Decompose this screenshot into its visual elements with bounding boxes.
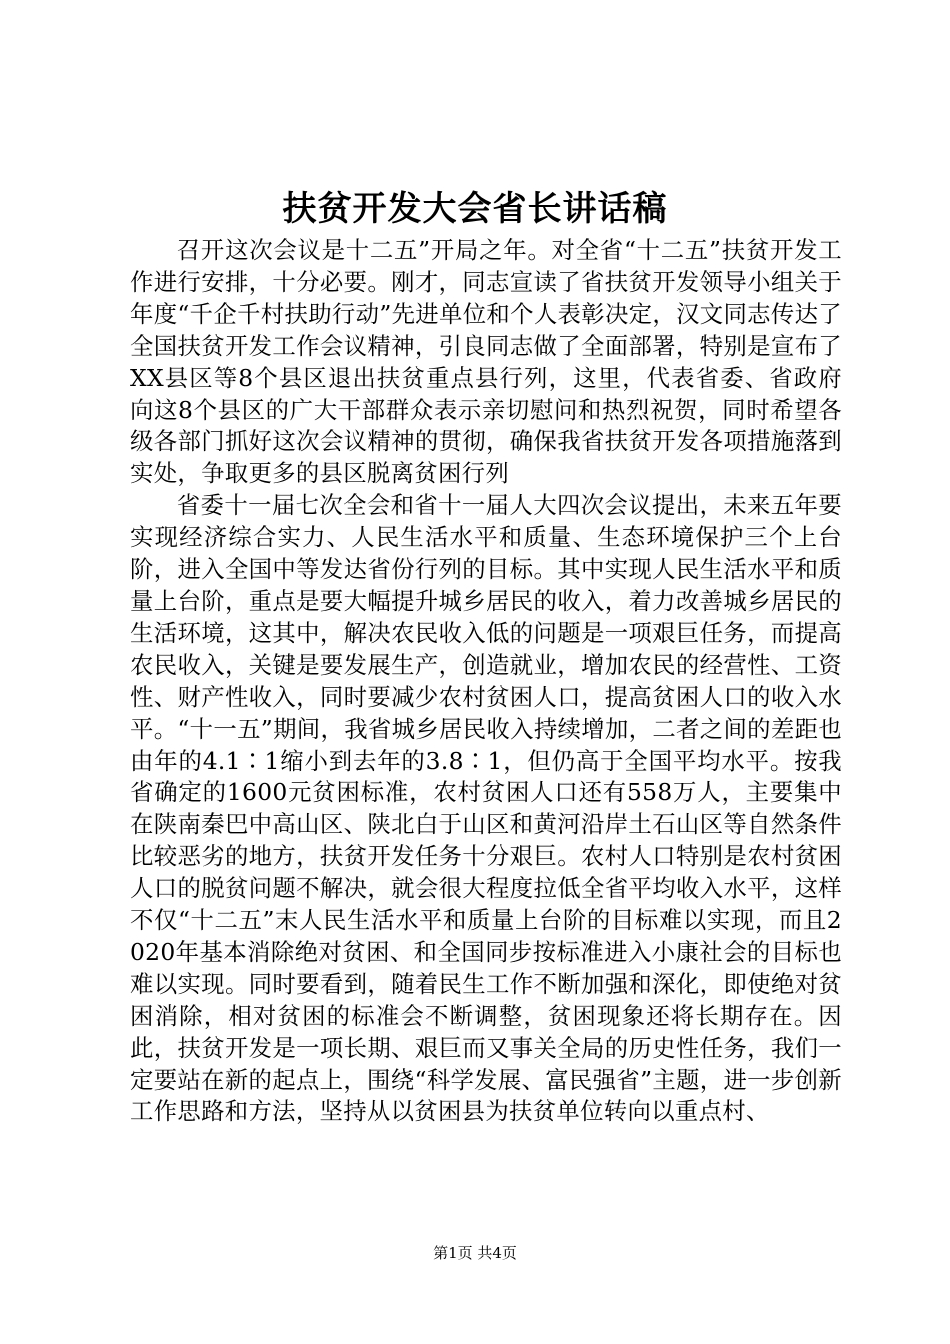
paragraph: 召开这次会议是十二五”开局之年。对全省“十二五”扶贫开发工作进行安排，十分必要。刚才，同志宣读了省扶贫开发领导小组关于年度“千企千村扶助行动”先进单位和个人表彰决定，汉文同志传达了全国扶贫开发工作会议精神，引良同志做了全面部署，特别是宣布了XX县区等8个县区退出扶贫重点县行列，这里，代表省委、省政府向这8个县区的广大干部群众表示亲切慰问和热烈祝贺，同时希望各级各部门抓好这次会议精神的贯彻，确保我省扶贫开发各项措施落到实处，争取更多的县区脱离贫困行列 (130, 236, 842, 488)
paragraph: 省委十一届七次全会和省十一届人大四次会议提出，未来五年要实现经济综合实力、人民生活水平和质量、生态环境保护三个上台阶，进入全国中等发达省份行列的目标。其中实现人民生活水平和质量上台阶，重点是要大幅提升城乡居民的收入，着力改善城乡居民的生活环境，这其中，解决农民收入低的问题是一项艰巨任务，而提高农民收入，关键是要发展生产，创造就业，增加农民的经营性、工资性、财产性收入，同时要减少农村贫困人口，提高贫困人口的收入水平。“十一五”期间，我省城乡居民收入持续增加，二者之间的差距也由年的4.1∶1缩小到去年的3.8∶1，但仍高于全国平均水平。按我省确定的1600元贫困标准，农村贫困人口还有558万人，主要集中在陕南秦巴中高山区、陕北白于山区和黄河沿岸土石山区等自然条件比较恶劣的地方，扶贫开发任务十分艰巨。农村人口特别是农村贫困人口的脱贫问题不解决，就会很大程度拉低全省平均收入水平，这样不仅“十二五”末人民生活水平和质量上台阶的目标难以实现，而且2020年基本消除绝对贫困、和全国同步按标准进入小康社会的目标也难以实现。同时要看到，随着民生工作不断加强和深化，即使绝对贫困消除，相对贫困的标准会不断调整，贫困现象还将长期存在。因此，扶贫开发是一项长期、艰巨而又事关全局的历史性任务，我们一定要站在新的起点上，围绕“科学发展、富民强省”主题，进一步创新工作思路和方法，坚持从以贫困县为扶贫单位转向以重点村、 (130, 491, 842, 1126)
document-title: 扶贫开发大会省长讲话稿 (282, 189, 668, 229)
document-body (130, 235, 842, 1128)
page-footer: 第1页 共4页 (433, 1244, 517, 1262)
